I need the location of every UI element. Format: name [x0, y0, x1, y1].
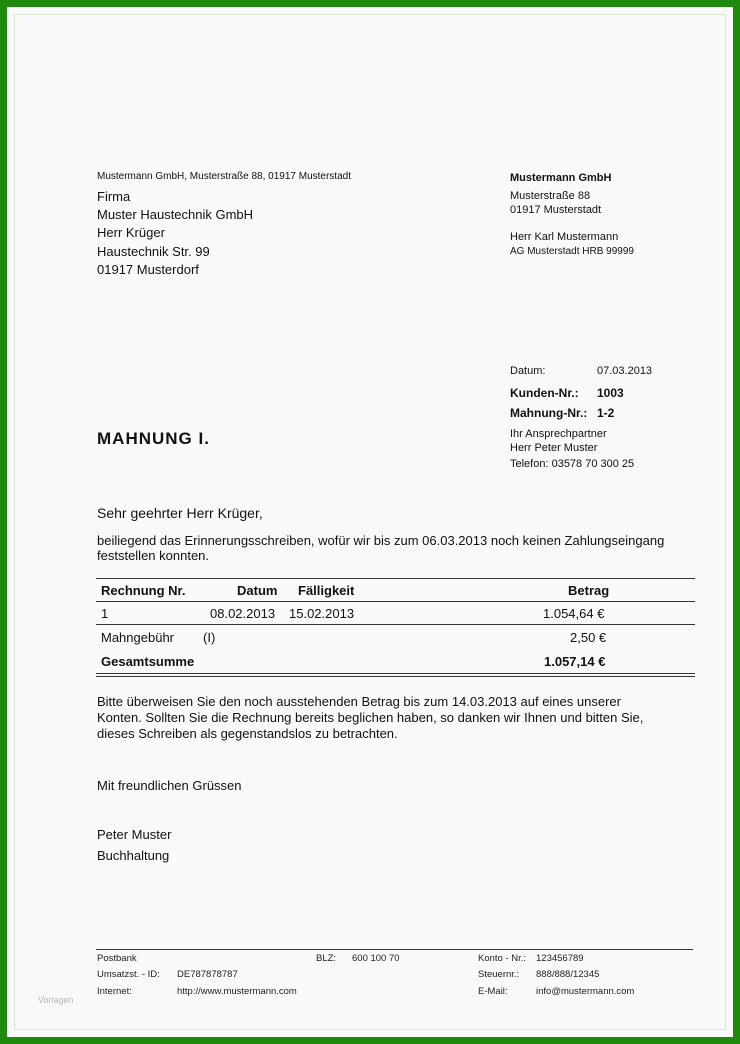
signature-name: Peter Muster — [97, 827, 172, 842]
sender-line: Mustermann GmbH, Musterstraße 88, 01917 Musterstadt — [97, 171, 351, 182]
contact-title: Ihr Ansprechpartner — [510, 428, 607, 440]
table-bottom-rule-double — [96, 676, 695, 677]
date-label: Datum: — [510, 365, 546, 377]
page-paper — [14, 14, 726, 1030]
fee-amount: 2,50 € — [570, 630, 607, 645]
footer-konto-value: 123456789 — [536, 953, 584, 964]
closing-line: Bitte überweisen Sie den noch ausstehenden Betrag bis zum 14.03.2013 auf eines unserer — [97, 694, 621, 709]
footer-mail-label: E-Mail: — [478, 986, 508, 997]
greeting: Mit freundlichen Grüssen — [97, 778, 242, 793]
fee-label: Mahngebühr — [101, 630, 174, 645]
column-header-invoice: Rechnung Nr. — [101, 583, 186, 598]
watermark: Vorlagen — [38, 995, 74, 1005]
document-title: MAHNUNG I. — [97, 429, 210, 448]
date-value: 07.03.2013 — [597, 365, 653, 377]
footer-bank: Postbank — [97, 953, 137, 964]
table-header-rule — [96, 601, 695, 602]
footer-rule — [96, 949, 693, 950]
footer-web-value[interactable]: http://www.mustermann.com — [177, 986, 297, 997]
contact-phone: Telefon: 03578 70 300 25 — [510, 458, 635, 470]
closing-line: dieses Schreiben als gegenstandslos zu betrachten. — [97, 726, 398, 741]
footer-tax-label: Steuernr.: — [478, 969, 520, 980]
column-header-amount: Betrag — [568, 583, 610, 598]
customer-number-value: 1003 — [597, 386, 624, 400]
closing-line: Konten. Sollten Sie die Rechnung bereits beglichen haben, so danken wir Ihnen und bitten Sie, — [97, 710, 644, 725]
footer-blz-label: BLZ: — [316, 953, 337, 964]
footer-konto-label: Konto - Nr.: — [478, 953, 527, 964]
recipient-line: Muster Haustechnik GmbH — [97, 207, 254, 222]
recipient-line: Firma — [97, 189, 131, 204]
company-owner: Herr Karl Mustermann — [510, 231, 619, 243]
company-street: Musterstraße 88 — [510, 190, 591, 202]
company-name: Mustermann GmbH — [510, 172, 612, 184]
footer-vat-label: Umsatzst. - ID: — [97, 969, 160, 980]
table-top-rule — [96, 578, 695, 579]
footer-mail-value[interactable]: info@mustermann.com — [536, 986, 635, 997]
footer-tax-value: 888/888/12345 — [536, 969, 600, 980]
intro-line: beiliegend das Erinnerungsschreiben, wofür wir bis zum 06.03.2013 noch keinen Zahlungseingang — [97, 533, 665, 548]
company-city: 01917 Musterstadt — [510, 204, 602, 216]
customer-number-label: Kunden-Nr.: — [510, 386, 579, 400]
recipient-line: Herr Krüger — [97, 225, 165, 240]
total-label: Gesamtsumme — [101, 654, 195, 669]
salutation: Sehr geehrter Herr Krüger, — [97, 505, 263, 521]
table-row-rule — [96, 624, 695, 625]
reminder-number-label: Mahnung-Nr.: — [510, 406, 588, 420]
signature-role: Buchhaltung — [97, 848, 170, 863]
cell-date: 08.02.2013 — [210, 606, 276, 621]
recipient-line: Haustechnik Str. 99 — [97, 244, 210, 259]
cell-amount: 1.054,64 € — [543, 606, 605, 621]
footer-web-label: Internet: — [97, 986, 132, 997]
recipient-line: 01917 Musterdorf — [97, 262, 199, 277]
reminder-number-value: 1-2 — [597, 406, 615, 420]
cell-due: 15.02.2013 — [289, 606, 355, 621]
contact-name: Herr Peter Muster — [510, 442, 598, 454]
fee-level: (I) — [203, 630, 216, 645]
company-register: AG Musterstadt HRB 99999 — [510, 246, 634, 257]
column-header-date: Datum — [237, 583, 278, 598]
table-bottom-rule — [96, 673, 695, 674]
footer-vat-value: DE787878787 — [177, 969, 238, 980]
footer-blz-value: 600 100 70 — [352, 953, 400, 964]
cell-invoice: 1 — [101, 606, 109, 621]
total-amount: 1.057,14 € — [544, 654, 606, 669]
column-header-due: Fälligkeit — [298, 583, 355, 598]
intro-line: feststellen konnten. — [97, 548, 210, 563]
